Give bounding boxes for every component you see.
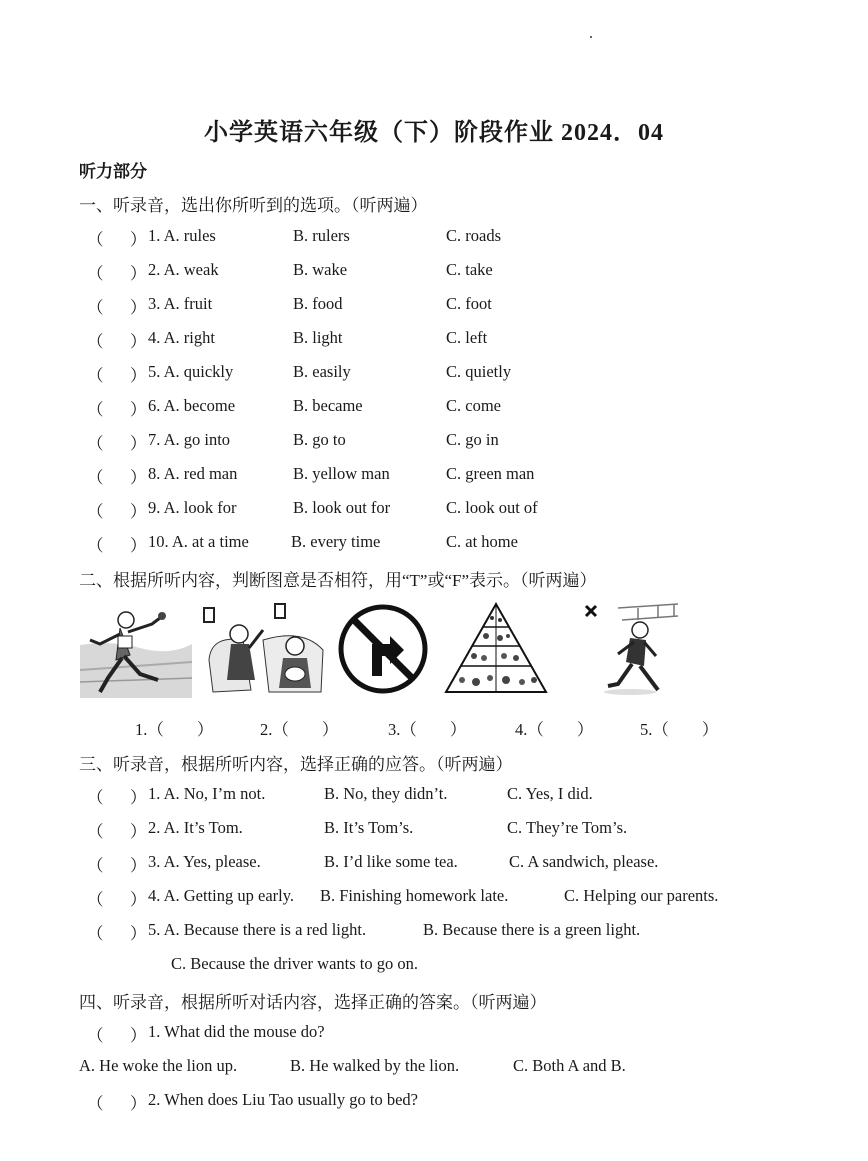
option-b: B. rulers xyxy=(293,226,350,245)
s4-question-1-options: A. He woke the lion up. B. He walked by the lion. C. Both A and B. xyxy=(79,1056,626,1075)
s3-question-5: （ ） 5. A. Because there is a red light. B. Because there is a green light. xyxy=(87,920,641,943)
option-a: 8. A. red man xyxy=(148,464,238,483)
picture-5-boy-crossing xyxy=(578,600,682,698)
picture-5-answer[interactable]: 5.（ ） xyxy=(640,720,719,739)
option-b: B. look out for xyxy=(293,498,391,517)
answer-paren-close: ） xyxy=(130,230,147,249)
picture-2-answer[interactable]: 2.（ ） xyxy=(260,720,339,739)
s1-question-9 xyxy=(0,498,868,522)
s1-question-4 xyxy=(0,328,868,352)
s3-question-2: （ ） 2. A. It’s Tom. B. It’s Tom’s. C. They’re Tom’s. xyxy=(87,818,628,841)
s3-question-1: （ ） 1. A. No, I’m not. B. No, they didn’t. C. Yes, I did. xyxy=(87,784,593,807)
option-c: C. look out of xyxy=(446,498,538,517)
answer-paren-close: ） xyxy=(130,468,147,487)
option-b: B. yellow man xyxy=(293,464,390,483)
option-c: C. quietly xyxy=(446,362,512,381)
picture-2-children xyxy=(203,600,325,698)
s3-question-5-option-c: C. Because the driver wants to go on. xyxy=(171,954,418,973)
option-c: C. go in xyxy=(446,430,499,449)
option-a: 2. A. weak xyxy=(148,260,219,279)
s4-question-1: （ ） 1. What did the mouse do? xyxy=(87,1022,325,1045)
s3-question-3: （ ） 3. A. Yes, please. B. I’d like some tea. C. A sandwich, please. xyxy=(87,852,659,875)
option-c: C. green man xyxy=(446,464,535,483)
s1-question-8 xyxy=(0,464,868,488)
answer-paren[interactable]: （ xyxy=(87,298,104,317)
option-b: B. easily xyxy=(293,362,351,381)
picture-1-answer[interactable]: 1.（ ） xyxy=(135,720,214,739)
option-b: B. every time xyxy=(291,532,381,551)
answer-paren-close: ） xyxy=(130,400,147,419)
s1-question-1 xyxy=(0,226,868,250)
option-a: 1. A. rules xyxy=(148,226,216,245)
answer-paren-close: ） xyxy=(130,264,147,283)
answer-paren-close: ） xyxy=(130,502,147,521)
option-a: 7. A. go into xyxy=(148,430,231,449)
answer-paren-close: ） xyxy=(130,332,147,351)
section-2-heading: 二、根据所听内容，判断图意是否相符，用“T”或“F”表示。（听两遍） xyxy=(79,571,597,590)
option-c: C. at home xyxy=(446,532,518,551)
s1-question-2 xyxy=(0,260,868,284)
answer-paren[interactable]: （ xyxy=(87,468,104,487)
answer-paren-close: ） xyxy=(130,298,147,317)
answer-paren[interactable]: （ xyxy=(87,400,104,419)
option-a: 3. A. fruit xyxy=(148,294,213,313)
option-c: C. take xyxy=(446,260,493,279)
s1-question-7 xyxy=(0,430,868,454)
s3-question-4: （ ） 4. A. Getting up early. B. Finishing homework late. C. Helping our parents. xyxy=(87,886,719,909)
option-c: C. come xyxy=(446,396,501,415)
picture-1-runner xyxy=(80,600,192,698)
section-1-heading: 一、听录音，选出你所听到的选项。（听两遍） xyxy=(79,196,428,215)
picture-3-answer[interactable]: 3.（ ） xyxy=(388,720,467,739)
picture-3-no-right-turn-sign xyxy=(338,600,428,698)
s1-question-3 xyxy=(0,294,868,318)
s1-question-5 xyxy=(0,362,868,386)
answer-paren-close: ） xyxy=(130,536,147,555)
s4-question-2: （ ） 2. When does Liu Tao usually go to bed? xyxy=(87,1090,418,1113)
section-4-heading: 四、听录音，根据所听对话内容，选择正确的答案。（听两遍） xyxy=(79,993,547,1012)
section-3-heading: 三、听录音，根据所听内容，选择正确的应答。（听两遍） xyxy=(79,755,513,774)
picture-4-answer[interactable]: 4.（ ） xyxy=(515,720,594,739)
option-a: 9. A. look for xyxy=(148,498,237,517)
answer-paren[interactable]: （ xyxy=(87,230,104,249)
option-c: C. roads xyxy=(446,226,501,245)
answer-paren[interactable]: （ xyxy=(87,536,104,555)
answer-paren[interactable]: （ xyxy=(87,264,104,283)
s1-question-6 xyxy=(0,396,868,420)
option-b: B. light xyxy=(293,328,343,347)
answer-paren[interactable]: （ xyxy=(87,366,104,385)
option-a: 4. A. right xyxy=(148,328,215,347)
answer-paren-close: ） xyxy=(130,366,147,385)
page-title: 小学英语六年级（下）阶段作业 2024．04 xyxy=(204,120,664,146)
option-b: B. food xyxy=(293,294,343,313)
option-b: B. wake xyxy=(293,260,348,279)
answer-paren[interactable]: （ xyxy=(87,434,104,453)
option-b: B. go to xyxy=(293,430,346,449)
answer-paren[interactable]: （ xyxy=(87,502,104,521)
option-a: 6. A. become xyxy=(148,396,236,415)
s1-question-10 xyxy=(0,532,868,556)
answer-paren[interactable]: （ xyxy=(87,332,104,351)
option-a: 10. A. at a time xyxy=(148,532,249,551)
picture-4-food-pyramid xyxy=(442,600,550,698)
listening-heading: 听力部分 xyxy=(79,162,147,181)
option-c: C. foot xyxy=(446,294,492,313)
option-b: B. became xyxy=(293,396,363,415)
option-c: C. left xyxy=(446,328,488,347)
option-a: 5. A. quickly xyxy=(148,362,234,381)
answer-paren-close: ） xyxy=(130,434,147,453)
